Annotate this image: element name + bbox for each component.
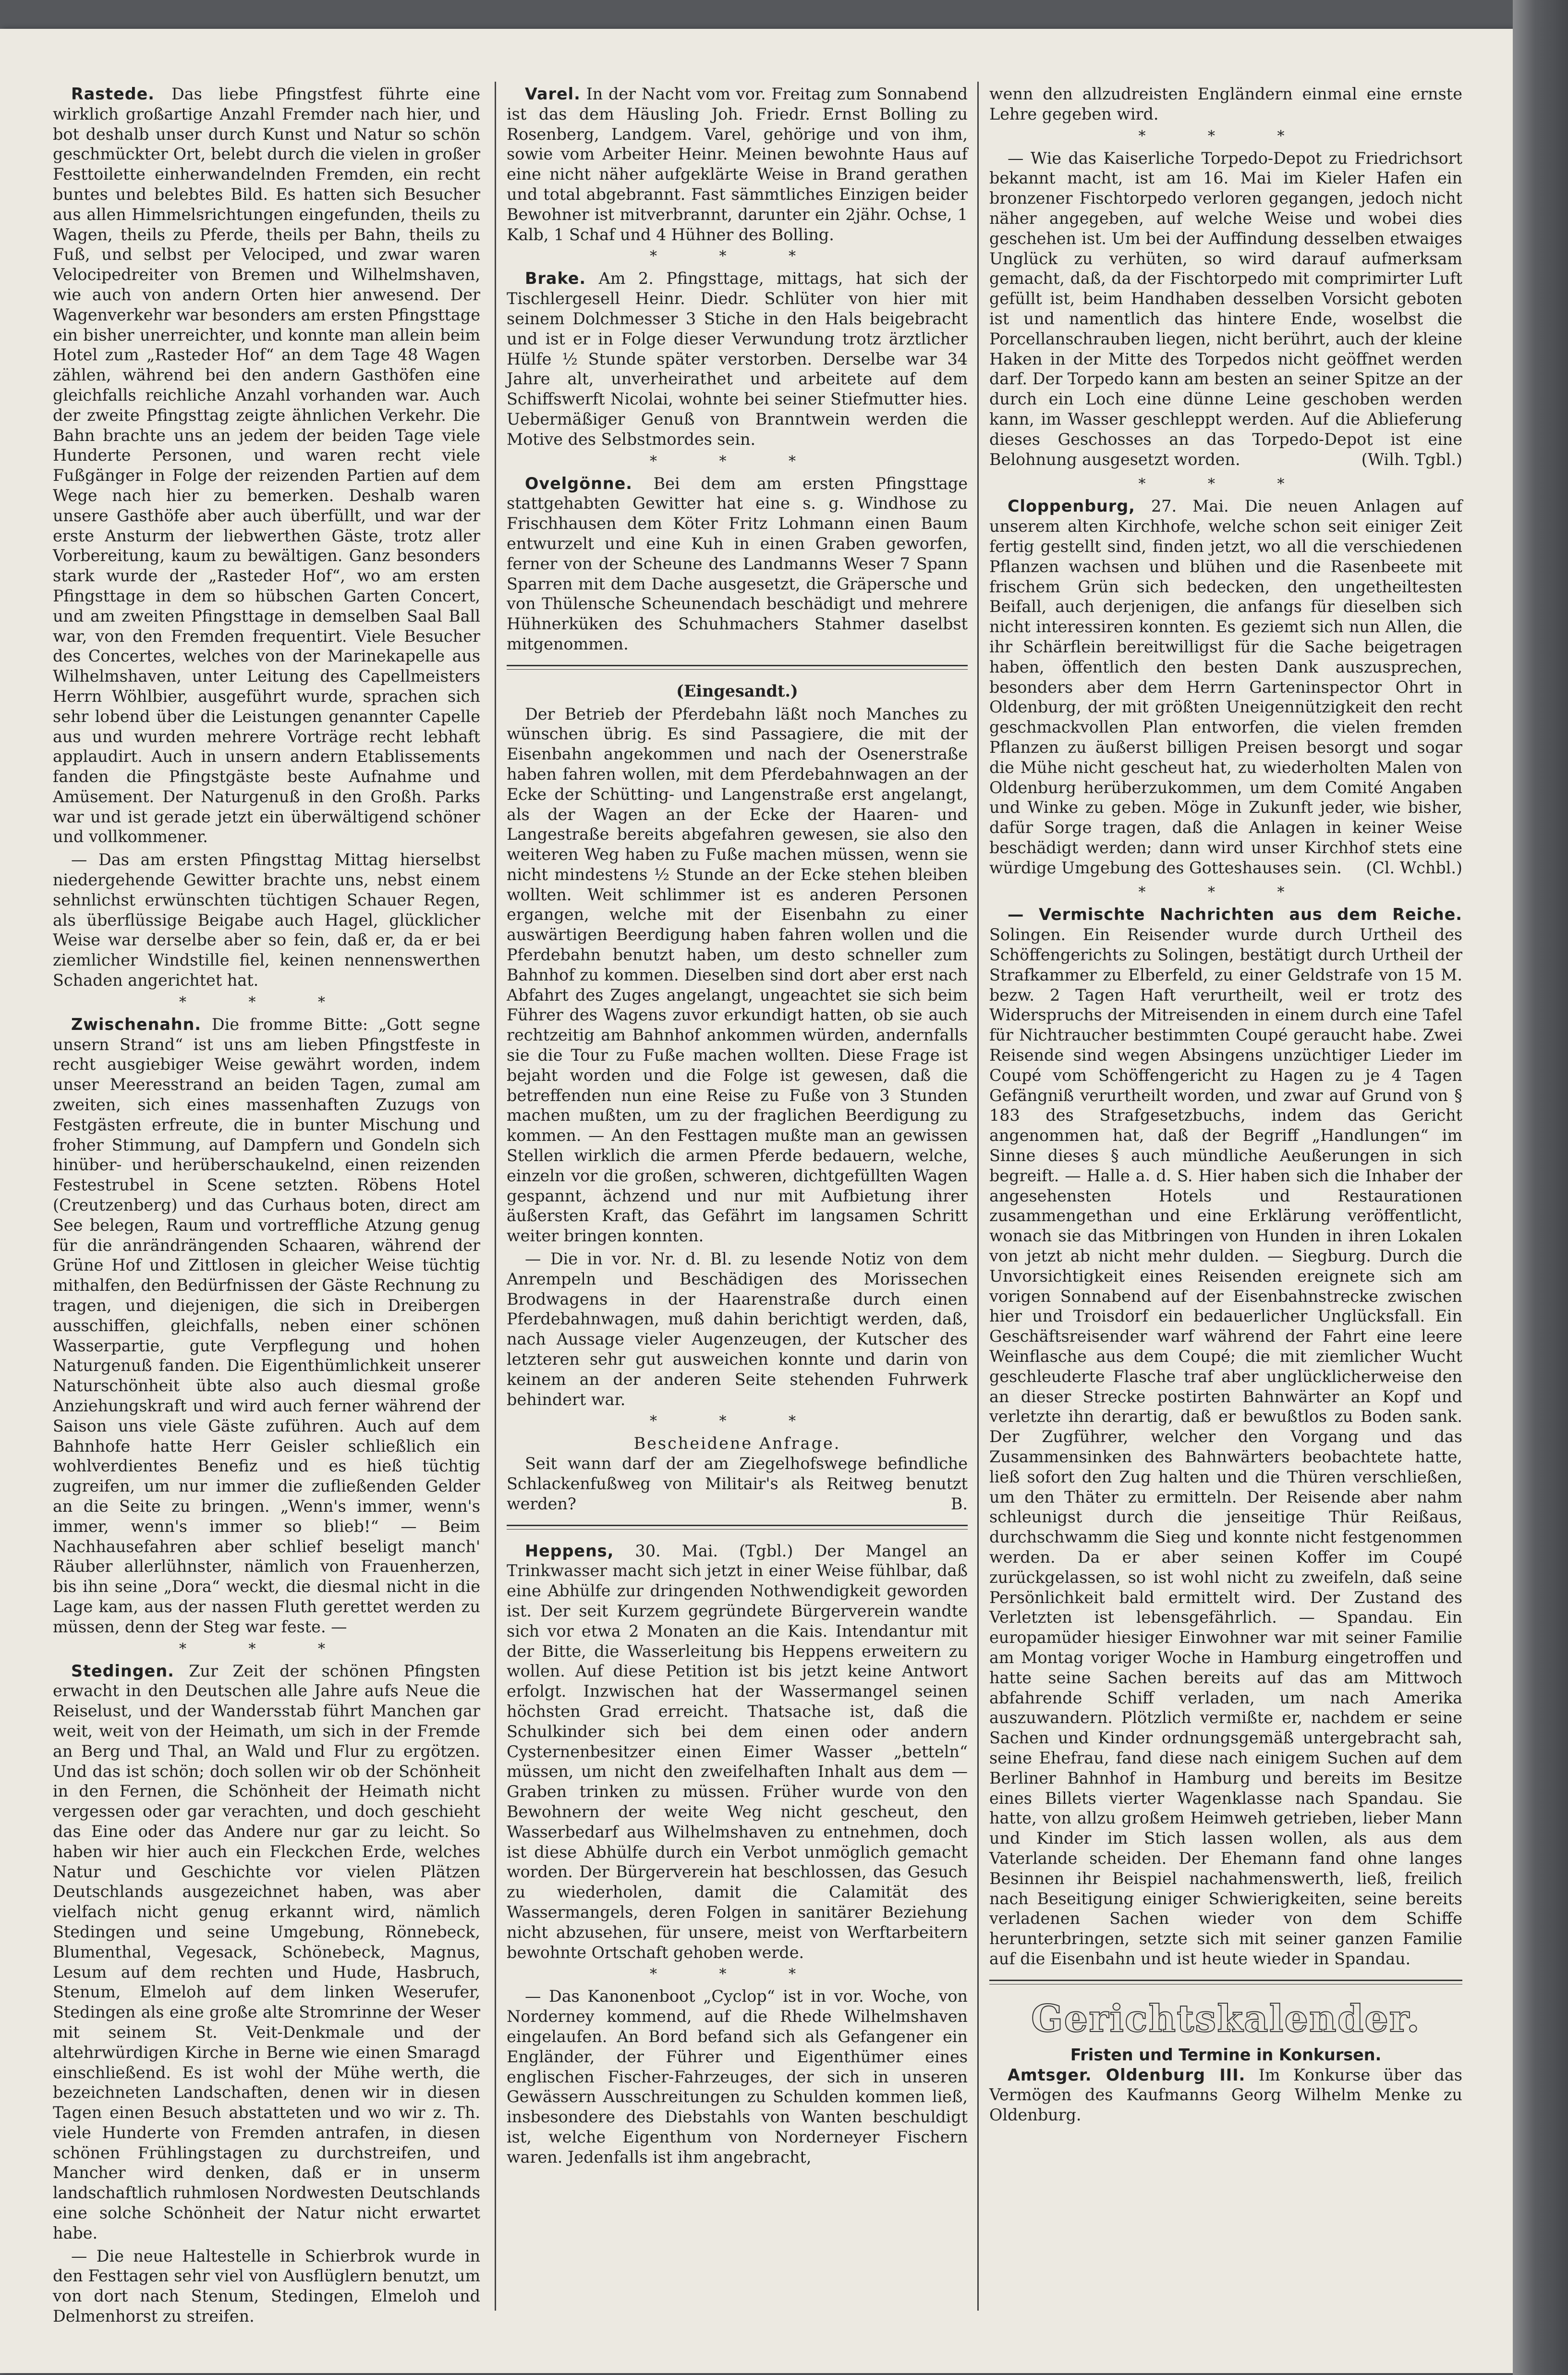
column-1 [53, 84, 480, 2329]
article-text: Seit wann darf der am Ziegelhofswege befindliche Schlackenfußweg von Militair's als Reitweg benutzt werden? [507, 1454, 968, 1513]
separator-stars: * * * [649, 1966, 825, 1983]
separator-stars: * * * [649, 1413, 825, 1430]
separator-stars: * * * [649, 248, 825, 265]
gerichtskalender-subtitle: Fristen und Termine in Konkursen. [1070, 2045, 1382, 2064]
article-text: 30. Mai. (Tgbl.) Der Mangel an Trinkwasser macht sich jetzt in einer Weise fühlbar, daß eine Abhülfe zur dringenden Nothwendigkeit geworden ist. Der seit Kurzem gegründete Bürgerverein wandte sich vor etwa 2 Monaten an die Kais. Intendantur mit der Bitte, die Wasserleitung bis Heppens erweitern zu wollen. Auf diese Petition ist bis jetzt keine Antwort erfolgt. Inzwischen hat der Wassermangel seinen höchsten Grad erreicht. Thatsache ist, daß die Schulkinder sich bei dem einen oder andern Cysternenbesitzer einen Eimer Wasser „betteln“ müssen, um nicht den zweifelhaften Inhalt aus dem — Graben trinken zu müssen. Früher wurde von den Bewohnern der weite Weg nicht gescheut, den Wasserbedarf aus Wilhelmshaven zu entnehmen, doch ist diese Abhülfe durch ein Verbot unmöglich gemacht worden. Der Bürgerverein hat beschlossen, das Gesuch zu wiederholen, damit die Calamität des Wassermangels, deren Folgen in sanitärer Beziehung nicht abzusehen, für unsere, meist von Werftarbeitern bewohnte Ortschaft gehoben werde. [507, 1541, 968, 1962]
article-brake [507, 269, 968, 449]
article-rastede-gewitter [53, 850, 480, 991]
article-text: — Das Kanonenboot „Cyclop“ ist in vor. Woche, von Norderney kommend, auf die Rhede Wilhelmshaven eingelaufen. An Bord befand sich als Gefangener ein Engländer, der Führer und Eigenthümer eines englischen Fischer-Fahrzeuges, der sich in unseren Gewässern Ausschreitungen zu Schulden kommen ließ, insbesondere des Diebstahls von Wanten beschuldigt ist, welche Eigenthum von Norderneyer Fischern waren. Jedenfalls ist ihm angebracht, [507, 1987, 968, 2167]
article-heppens [507, 1541, 968, 1963]
scan-background-edge [1513, 0, 1568, 2375]
article-heading: Rastede. [71, 85, 155, 103]
article-heading: Amtsger. Oldenburg III. [1008, 2065, 1246, 2084]
article-signature: (Cl. Wchbl.) [1366, 858, 1462, 877]
article-schierbrok [53, 2246, 480, 2326]
article-heading: Stedingen. [71, 1661, 174, 1680]
article-text: wenn den allzudreisten Engländern einmal eine ernste Lehre gegeben wird. [989, 85, 1462, 123]
separator-stars: * * * [1138, 127, 1313, 145]
article-text: Der Betrieb der Pferdebahn läßt noch Manches zu wünschen übrig. Es sind Passagiere, die mit der Eisenbahn angekommen und nach der Osenerstraße haben fahren wollen, mit dem Pferdebahnwagen an der Ecke der Schütting- und Langenstraße erst angelangt, als der Wagen an der Ecke der Haaren- und Langestraße bereits abgefahren gewesen, sie also den weiteren Weg haben zu Fuße machen müssen, wenn sie nicht mindestens ½ Stunde an der Ecke stehen bleiben wollten. Weit schlimmer ist es anderen Personen ergangen, welche mit der Eisenbahn zu einer auswärtigen Beerdigung haben fahren wollen und die Pferdebahn benutzt haben, um desto schneller zum Bahnhof zu kommen. Dieselben sind dort aber erst nach Abfahrt des Zuges angelangt, ungeachtet sie sich beim Führer des Wagens zuvor erkundigt hatten, ob sie auch rechtzeitig am Bahnhof ankommen würden, andernfalls sie die Tour zu Fuße machen wollten. Diese Frage ist bejaht worden und die Folge ist gewesen, daß die betreffenden nun eine Reise zu Fuße von 3 Stunden machen mußten, um zu der fraglichen Beerdigung zu kommen. — An den Festtagen mußte man an gewissen Stellen wirklich die armen Pferde bedauern, welche, einzeln vor die großen, schweren, dichtgefüllten Wagen gespannt, ächzend und nur mit Aufbietung ihrer äußersten Kraft, das Gefährt im langsamen Schritt weiter bringen konnten. [507, 704, 968, 1246]
double-rule [507, 1525, 968, 1530]
article-konkurs [989, 2065, 1462, 2125]
separator-stars: * * * [179, 993, 354, 1011]
double-rule [989, 1980, 1462, 1984]
article-stedingen [53, 1661, 480, 2243]
article-text: Bei dem am ersten Pfingsttage stattgehabten Gewitter hat eine s. g. Windhose zu Frischhausen dem Köter Fritz Lohmann einen Baum entwurzelt und eine Kuh in einen Graben geworfen, ferner von der Scheune des Landmanns Weser 7 Spann Sparren mit dem Dache ausgesetzt, die Gräpersche und von Thülensche Scheunendach beschädigt und mehrere Hühnerküken des Schuhmachers Stahmer daselbst mitgenommen. [507, 474, 968, 653]
article-vermischte [989, 905, 1462, 1969]
article-heading: Heppens, [525, 1541, 614, 1560]
article-heading: Zwischenahn. [71, 1015, 202, 1034]
article-varel [507, 84, 968, 245]
article-signature: (Wilh. Tgbl.) [1361, 450, 1462, 469]
article-rastede [53, 84, 480, 847]
article-ovelgoenne [507, 474, 968, 654]
newspaper-page [0, 29, 1513, 2373]
double-rule [507, 665, 968, 670]
article-text: Das liebe Pfingstfest führte eine wirklich großartige Anzahl Fremder nach hier, und bot deshalb unser durch Kunst und Natur so schön geschmückter Ort, belebt durch die vielen in großer Festtoilette einherwandelnden Fremden, ein recht buntes und belebtes Bild. Es hatten sich Besucher aus allen Himmelsrichtungen eingefunden, theils zu Wagen, theils zu Pferde, theils per Bahn, theils zu Fuß, und selbst per Velociped, und zwar waren Velocipedreiter von Bremen und Wilhelmshaven, wie auch von andern Orten hier anwesend. Der Wagenverkehr war besonders am ersten Pfingsttage ein bisher unerreichter, und konnte man allein beim Hotel zum „Rasteder Hof“ an dem Tage 48 Wagen zählen, während bei den andern Gasthöfen eine gleichfalls reichliche Anzahl vorhanden war. Auch der zweite Pfingsttag zeigte ähnlichen Verkehr. Die Bahn brachte uns an jedem der beiden Tage viele Hunderte Personen, und waren recht viele Fußgänger in Folge der reizenden Partien auf dem Wege nach hier zu bemerken. Deshalb waren unsere Gasthöfe aber auch überfüllt, und war der erste Ansturm der liebwerthen Gäste, trotz aller Vorbereitung, kaum zu bewältigen. Ganz besonders stark wurde der „Rasteder Hof“, wo am ersten Pfingsttage in dem so hübschen Garten Concert, und am zweiten Pfingsttage in demselben Saal Ball war, von den Fremden frequentirt. Viele Besucher des Concertes, welches von der Marinekapelle aus Wilhelmshaven, unter Leitung des Capellmeisters Herrn Wöhlbier, ausgeführt wurde, sprachen sich sehr lobend über die Leistungen genannter Capelle aus und wurden mehrere Vorträge recht lebhaft applaudirt. Auch in unsern andern Etablissements fanden die Pfingstgäste beste Aufnahme und Amüsement. Der Naturgenuß in den Großh. Parks war und ist gerade jetzt ein überwältigend schöner und vollkommener. [53, 85, 480, 846]
anfrage-heading: Bescheidene Anfrage. [633, 1434, 841, 1453]
article-heading: Varel. [525, 85, 581, 103]
article-heading: Cloppenburg, [1008, 497, 1135, 516]
article-text: — Die in vor. Nr. d. Bl. zu lesende Notiz von dem Anrempeln und Beschädigen des Morissechen Brodwagens in der Haarenstraße durch einen Pferdebahnwagen, muß dahin berichtigt werden, daß, nach Aussage vieler Augenzeugen, der Kutscher des letzteren sehr gut ausweichen konnte und darin von keinem an der anderen Seite stehenden Fuhrwerk behindert war. [507, 1249, 968, 1409]
article-text: Zur Zeit der schönen Pfingsten erwacht in den Deutschen alle Jahre aufs Neue die Reiselust, und der Wandersstab führt Manchen gar weit, weit von der Heimath, um sich in der Fremde an Berg und Thal, an Wald und Flur zu ergötzen. Und das ist schön; doch sollen wir ob der Schönheit in den Fernen, die Schönheit der Heimath nicht vergessen oder gar verachten, und doch geschieht das Eine oder das Andere nur gar zu leicht. So haben wir hier auch ein Fleckchen Erde, welches Natur und Geschichte vor vielen Plätzen Deutschlands ausgezeichnet haben, was aber vielfach nicht genug erkannt wird, nämlich Stedingen und seine Umgebung, Rönnebeck, Blumenthal, Vegesack, Schönebeck, Magnus, Lesum auf dem rechten und Hude, Hasbruch, Stenum, Elmeloh auf dem linken Weserufer, Stedingen als eine große alte Stromrinne der Weser mit seinem St. Veit-Denkmale und der altehrwürdigen Kirche in Berne wie einen Smaragd einschließend. Es ist wohl der Mühe werth, die bezeichneten Landschaften, denen wir in diesen Tagen einen Besuch abstatteten und wo wir z. Th. viele Hunderte von Fremden antrafen, in diesen schönen Frühlingstagen zu durchstreifen, und Mancher wird denken, daß er in unserm landschaftlich ruhmlosen Nordwesten Deutschlands eine solche Schönheit der Natur nicht erwartet habe. [53, 1661, 480, 2242]
article-cyclop [507, 1986, 968, 2167]
article-text: — Das am ersten Pfingsttag Mittag hierselbst niedergehende Gewitter brachte uns, nebst einem sehnlichst erwünschten tüchtigen Schauer Regen, als überflüssige Beigabe auch Hagel, glücklicher Weise war derselbe aber so fein, daß er, da er bei ziemlicher Windstille fiel, keinen nennenswerthen Schaden angerichtet hat. [53, 850, 480, 990]
separator-stars: * * * [649, 453, 825, 470]
column-2 [507, 84, 968, 2170]
article-pferdebahn [507, 704, 968, 1247]
column-rule [977, 82, 979, 2311]
article-torpedo [989, 148, 1462, 470]
article-text: Die fromme Bitte: „Gott segne unsern Strand“ ist uns am lieben Pfingstfeste in recht ausgiebiger Weise gewährt worden, indem unser Meeresstrand an beiden Tagen, zumal am zweiten, sich eines massenhaften Zuzugs von Festgästen erfreute, die in bunter Mischung und froher Stimmung, auf Dampfern und Gondeln sich hinüber- und herüberschaukelnd, einen reizenden Festestrubel in Scene setzten. Röbens Hotel (Creutzenberg) und das Curhaus boten, direct am See belegen, Raum und vortreffliche Atzung genug für die anrändrängenden Schaaren, während der Grüne Hof und Zittlosen in gleicher Weise tüchtig mithalfen, den Bedürfnissen der Gäste Rechnung zu tragen, und diejenigen, die sich in Dreibergen ausschiffen, gleichfalls, neben einer schönen Wasserpartie, gute Verpflegung und hohen Naturgenuß fanden. Die Eigenthümlichkeit unserer Naturschönheit übte also auch diesmal große Anziehungskraft und wird auch ferner während der Saison uns viele Gäste zuführen. Auch auf dem Bahnhofe hatte Herr Geisler schließlich ein wohlverdientes Benefiz und es hieß tüchtig zugreifen, um nur immer die zufließenden Gelder an die Seite zu bringen. „Wenn's immer, wenn's immer, wenn's immer so blieb!“ — Beim Nachhausefahren aber schlief beseligt manch' Räuber allerlühnster, nämlich von Frauenherzen, bis ihn seine „Dora“ weckt, die diesmal nicht in die Lage kam, aus der nassen Fluth gerettet werden zu müssen, denn der Steg war feste. — [53, 1015, 480, 1636]
column-rule [495, 82, 496, 2311]
article-text: — Die neue Haltestelle in Schierbrok wurde in den Festtagen sehr viel von Ausflüglern benutzt, um von dort nach Stenum, Stedingen, Elmeloh und Delmenhorst zu streifen. [53, 2246, 480, 2326]
separator-stars: * * * [1138, 884, 1313, 901]
article-text: — Wie das Kaiserliche Torpedo-Depot zu Friedrichsort bekannt macht, ist am 16. Mai im Kieler Hafen ein bronzener Fischtorpedo verloren gegangen, jedoch nicht näher angegeben, auf welche Weise und wobei dies geschehen ist. Um bei der Auffindung desselben etwaiges Unglück zu verhüten, so wird darauf aufmerksam gemacht, daß, da der Fischtorpedo mit comprimirter Luft gefüllt ist, beim Handhaben desselben Vorsicht geboten ist und namentlich das hintere Ende, woselbst die Porcellanschrauben liegen, nicht berührt, auch der kleine Haken in der Mitte des Torpedos nicht geöffnet werden darf. Der Torpedo kann am besten an seiner Spitze an der durch ein Loch eine dünne Leine geschoben werden kann, im Wasser geschleppt werden. Auf die Ablieferung dieses Geschosses an das Torpedo-Depot ist eine Belohnung ausgesetzt worden. [989, 148, 1462, 469]
article-heading: — Vermischte Nachrichten aus dem Reiche. [1008, 905, 1462, 924]
article-text: Im Konkurse über das Vermögen des Kaufmanns Georg Wilhelm Menke zu Oldenburg. [989, 2065, 1462, 2125]
article-heading: Brake. [525, 269, 586, 288]
column-3 [989, 84, 1462, 2128]
article-cyclop-continued [989, 84, 1462, 124]
article-brodwagen [507, 1249, 968, 1409]
article-signature: B. [950, 1494, 968, 1513]
article-text: 27. Mai. Die neuen Anlagen auf unserem alten Kirchhofe, welche schon seit einiger Zeit fertig gestellt sind, finden jetzt, wo all die verschiedenen Pflanzen wachsen und blühen und die Rasenbeete mit frischem Grün sich bedecken, den ungetheiltesten Beifall, auch derjenigen, die anfangs für dieselben sich nicht interessiren konnten. Es geziemt sich nun Allen, die ihr Schärflein bereitwilligst für die Sache beigetragen haben, öffentlich den besten Dank auszusprechen, besonders aber dem Herrn Garteninspector Ohrt in Oldenburg, der mit größten Uneigennützigkeit den recht geschmackvollen Plan entworfen, die vielen fremden Pflanzen zu äußerst billigen Preisen besorgt und sogar die Mühe nicht gescheut hat, zu wiederholten Malen von Oldenburg herüberzukommen, um dem Comité Angaben und Winke zu geben. Möge in Zukunft jeder, wie bisher, dafür Sorge tragen, daß die Anlagen in keiner Weise beschädigt werden; dann wird unser Kirchhof stets eine würdige Umgebung des Gotteshauses sein. [989, 497, 1462, 877]
article-text: In der Nacht vom vor. Freitag zum Sonnabend ist das dem Häusling Joh. Friedr. Ernst Bolling zu Rosenberg, Landgem. Varel, gehörige und von ihm, sowie vom Arbeiter Heinr. Meinen bewohnte Haus auf eine nicht näher aufgeklärte Weise in Brand gerathen und total abgebrannt. Fast sämmtliches Einzigen beider Bewohner ist mitverbrannt, darunter ein 2jähr. Ochse, 1 Kalb, 1 Schaf und 4 Hühner des Bolling. [507, 85, 968, 244]
gerichtskalender-title: Gerichtskalender. [1031, 1996, 1421, 2041]
article-text: Am 2. Pfingsttage, mittags, hat sich der Tischlergesell Heinr. Diedr. Schlüter von hier mit seinem Dolchmesser 3 Stiche in den Hals beigebracht und ist er in Folge dieser Verwundung trotz ärztlicher Hülfe ½ Stunde später verstorben. Derselbe war 34 Jahre alt, unverheirathet und arbeitete auf dem Schiffswerft Nicolai, wohnte bei seiner Stiefmutter hies. Uebermäßiger Genuß von Branntwein werden die Motive des Selbstmordes sein. [507, 269, 968, 449]
article-heading: Ovelgönne. [525, 474, 632, 493]
article-anfrage [507, 1454, 968, 1514]
article-cloppenburg [989, 496, 1462, 878]
separator-stars: * * * [1138, 476, 1313, 493]
article-zwischenahn [53, 1015, 480, 1637]
article-text: Solingen. Ein Reisender wurde durch Urtheil des Schöffengerichts zu Solingen, bestätigt durch Urtheil der Strafkammer zu Elberfeld, zu einer Geldstrafe von 15 M. bezw. 2 Tagen Haft verurtheilt, weil er trotz des Widerspruchs der Mitreisenden in einem durch eine Tafel für Nichtraucher bestimmten Coupé geraucht habe. Zwei Reisende sind wegen Absingens unzüchtiger Lieder im Coupé vom Schöffengericht zu Hagen zu je 4 Tagen Gefängniß verurtheilt worden, und zwar auf Grund von § 183 des Strafgesetzbuchs, indem das Gericht angenommen hat, daß der Begriff „Handlungen“ im Sinne dieses § auch mündliche Aeußerungen in sich begreift. — Halle a. d. S. Hier haben sich die Inhaber der angesehensten Hotels und Restaurationen zusammengethan und eine Erklärung veröffentlicht, wonach sie das Mitbringen von Hunden in ihren Lokalen von jetzt ab nicht mehr dulden. — Siegburg. Durch die Unvorsichtigkeit eines Reisenden ereignete sich am vorigen Sonnabend auf der Eisenbahnstrecke zwischen hier und Troisdorf ein bedauerlicher Unglücksfall. Ein Geschäftsreisender warf während der Fahrt eine leere Weinflasche aus dem Coupé; die mit ziemlicher Wucht geschleuderte Flasche traf aber unglücklicherweise den an dieser Strecke postirten Bahnwärter an Kopf und verletzte ihn derartig, daß er bewußtlos zu Boden sank. Der Zugführer, welcher den Vorgang und das Zusammensinken des Bahnwärters beobachtete hatte, ließ sofort den Zug halten und die Thüren verschließen, um den Thäter zu ermitteln. Der Reisende aber nahm schleunigst durch die jenseitige Thür Reißaus, durchschwamm die Sieg und konnte nicht festgenommen werden. Da er aber seinen Koffer im Coupé zurückgelassen, so ist wohl nicht zu zweifeln, daß seine Persönlichkeit bald ermittelt wird. Der Zustand des Verletzten ist lebensgefährlich. — Spandau. Ein europamüder hiesiger Einwohner war mit seiner Familie am Montag voriger Woche in Hamburg eingetroffen und hatte seine Sachen bereits auf das am Mittwoch abfahrende Schiff verladen, um nach Amerika auszuwandern. Plötzlich vermißte er, nachdem er seine Sachen und Kinder ordnungsgemäß untergebracht sah, seine Ehefrau, fand diese nach einigem Suchen auf dem Berliner Bahnhof in Hamburg und bereits im Besitze eines Billets vierter Wagenklasse nach Spandau. Sie hatte, von allzu großem Heimweh getrieben, lieber Mann und Kinder im Stich lassen wollen, als aus dem Vaterlande scheiden. Der Ehemann fand ohne langes Besinnen ihr Beispiel nachahmenswerth, ließ, freilich nach Beseitigung einiger Schwierigkeiten, seine bereits verladenen Sachen wieder von dem Schiffe herunterbringen, setzte sich mit seiner ganzen Familie auf die Eisenbahn und ist heute wieder in Spandau. [989, 925, 1462, 1968]
separator-stars: * * * [179, 1640, 354, 1657]
eingesandt-heading: (Eingesandt.) [676, 681, 798, 700]
